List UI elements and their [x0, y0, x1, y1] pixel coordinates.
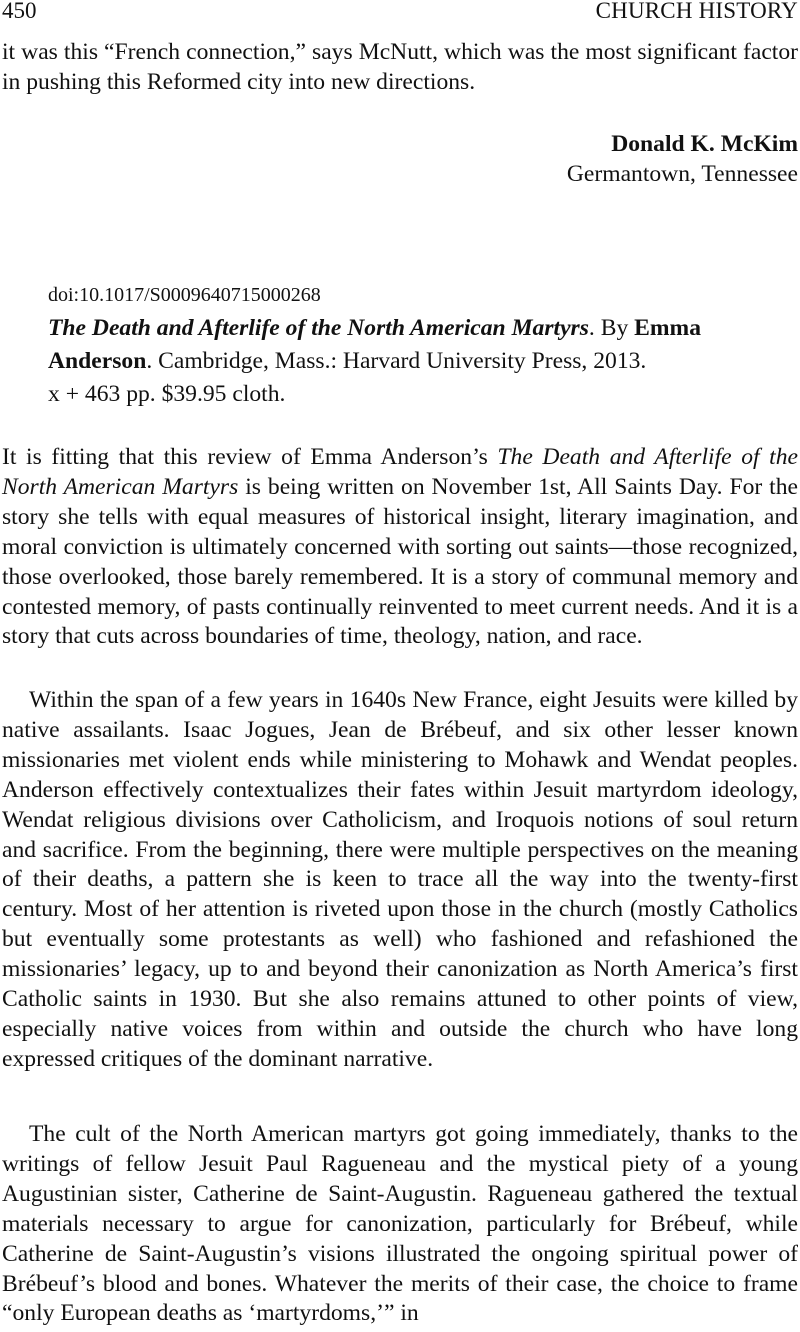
reviewer-location: Germantown, Tennessee — [566, 160, 798, 187]
citation-line-1 — [48, 312, 798, 345]
review-paragraph-2: Within the span of a few years in 1640s New France, eight Jesuits were killed by native assailants. Isaac Jogues, Jean de Brébeuf, and six other lesser known missionaries met violent ends while ministering to Mohawk and Wendat peoples. Anderson effectively contextualizes their fates within Jesuit martyrdom ideology, Wendat religious divisions over Catholicism, and Iroquois notions of soul return and sacrifice. From the beginning, there were multiple perspectives on the meaning of their deaths, a pattern she is keen to trace all the way into the twenty-first century. Most of her attention is riveted upon those in the church (mostly Catholics but eventually some protestants as well) who fashioned and refashioned the missionaries’ legacy, up to and beyond their canonization as North America’s first Catholic saints in 1930. But she also remains attuned to other points of view, especially native voices from within and outside the church who have long expressed critiques of the dominant narrative. — [2, 687, 798, 1072]
reviewer-signature — [567, 130, 798, 189]
publication-info: . Cambridge, Mass.: Harvard University Press, 2013. — [146, 348, 647, 374]
book-title: The Death and Afterlife of the North American Martyrs — [48, 315, 589, 341]
paragraph-1-book-title: The Death and Afterlife of the North American Martyrs — [2, 444, 798, 500]
review-paragraph-1 — [2, 443, 798, 652]
reviewer-name: Donald K. McKim — [611, 131, 798, 157]
book-author-last: Anderson — [48, 348, 147, 374]
by-label: . By — [588, 315, 635, 341]
book-citation — [48, 312, 798, 411]
review-paragraph-3: The cult of the North American martyrs got going immediately, thanks to the writings of fellow Jesuit Paul Ragueneau and the mystical piety of a young Augustinian sister, Catherine de Saint-Augustin. Ragueneau gathered the textual materials necessary to argue for canonization, particularly for Brébeuf, while Catherine de Saint-Augustin’s visions illustrated the ongoing spiritual power of Brébeuf’s blood and bones. Whatever the merits of their case, the choice to frame “only European deaths as ‘martyrdoms,’” in — [2, 1121, 798, 1327]
page-number: 450 — [2, 0, 37, 23]
citation-line-2 — [48, 345, 798, 378]
paragraph-1-lead: It is fitting that this review of Emma Anderson’s — [2, 444, 498, 470]
running-head — [0, 0, 800, 26]
book-author-first: Emma — [634, 315, 701, 341]
pages-price: x + 463 pp. $39.95 cloth. — [48, 381, 286, 407]
journal-title: CHURCH HISTORY — [595, 0, 798, 23]
paragraph-1-body: is being written on November 1st, All Saints Day. For the story she tells with equal measures of historical insight, literary imagination, and moral conviction is ultimately concerned with sorting out saints—those recognized, those overlooked, those barely remembered. It is a story of communal memory and contested memory, of pasts continually reinvented to meet current needs. And it is a story that cuts across boundaries of time, theology, nation, and race. — [2, 473, 799, 650]
review-doi: doi:10.1017/S0009640715000268 — [48, 284, 321, 306]
previous-review-closing-paragraph: it was this “French connection,” says McNutt, which was the most significant factor in pushing this Reformed city into new directions. — [2, 39, 798, 95]
